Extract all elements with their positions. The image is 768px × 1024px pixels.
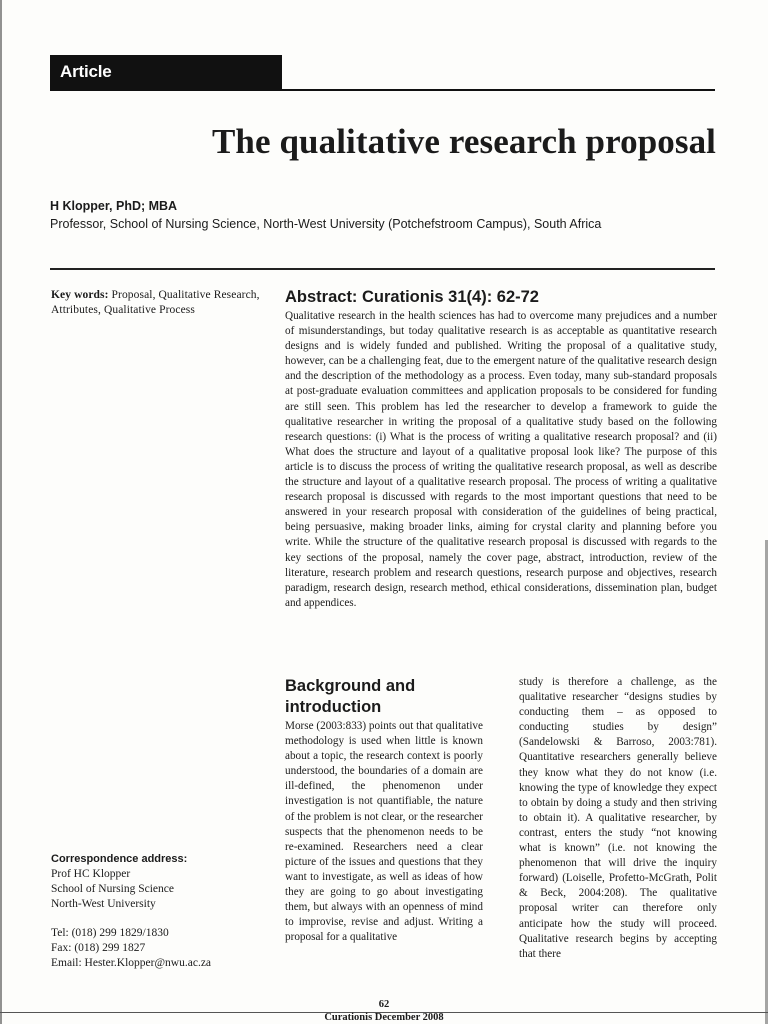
keywords-block bbox=[51, 288, 261, 318]
keywords-label: Key words: bbox=[51, 289, 109, 301]
background-column-1: Morse (2003:833) points out that qualitative methodology is used when little is known about a topic, the research context is poorly understood, the boundaries of a domain are ill-defined, the phenomenon under investigation is not quantifiable, the nature of the problem is not clear, or the researcher suspects that the phenomenon needs to be re-examined. Researchers need a clear picture of the issues and questions that they want to investigate, as well as ideas of how they are going to go about investigating them, but always with an openness of mind to improvise, revise and adjust. Writing a proposal for a qualitative bbox=[285, 720, 483, 944]
author-affiliation: Professor, School of Nursing Science, North-West University (Potchefstroom Campus), South Africa bbox=[50, 217, 602, 231]
correspondence-university: North-West University bbox=[51, 898, 156, 910]
keywords-text: Proposal, Qualitative Research, Attributes, Qualitative Process bbox=[51, 289, 260, 316]
background-column-2: study is therefore a challenge, as the qualitative researcher “designs studies by conducting them – as opposed to conducting studies by design” (Sandelowski & Barroso, 2003:781). Quantitative researchers generally believe they know what they do not know (i.e. knowing the type of knowledge they expect to obtain by doing a study and then striving to obtain it). A qualitative researcher, by contrast, enters the study “not knowing what is known” (i.e. not knowing the phenomenon that will drive the inquiry forward) (Loiselle, Profetto-McGrath, Polit & Beck, 2004:208). The qualitative proposal writer can therefore only anticipate how the study will proceed. Qualitative research begins by accepting that there bbox=[519, 676, 717, 960]
correspondence-tel: Tel: (018) 299 1829/1830 bbox=[51, 927, 169, 939]
abstract-heading: Abstract: Curationis 31(4): 62-72 bbox=[285, 288, 539, 306]
correspondence-school: School of Nursing Science bbox=[51, 883, 174, 895]
background-heading: Background and introduction bbox=[285, 677, 416, 716]
correspondence-label: Correspondence address: bbox=[51, 853, 188, 865]
correspondence-email: Email: Hester.Klopper@nwu.ac.za bbox=[51, 957, 212, 969]
article-title: The qualitative research proposal bbox=[211, 122, 716, 161]
abstract-body: Qualitative research in the health sciences has had to overcome many prejudices and a number of misunderstandings, but today qualitative research is as acceptable as quantitative research designs and is widely funded and published. Writing the proposal of a qualitative study, however, can be a challenging feat, due to the emergent nature of the qualitative research design and the description of the methodology as a process. Even today, many sub-standard proposals at post-graduate evaluation committees and application proposals to be considered for funding are still seen. This problem has led the researcher to develop a framework to guide the qualitative researcher in writing the proposal of a qualitative study based on the following research questions: (i) What is the process of writing a qualitative research proposal? and (ii) What does the structure and layout of a qualitative proposal look like? The purpose of this article is to discuss the process of writing the qualitative research proposal, as well as describe the structure and layout of a qualitative research proposal. The process of writing a qualitative research proposal is discussed with regards to the most important questions that need to be answered in your research proposal with consideration of the guidelines of being practical, being persuasive, making broader links, aiming for crystal clarity and planning before you write. While the structure of the qualitative research proposal is discussed with regards to the key sections of the proposal, namely the cover page, abstract, introduction, review of the literature, research problem and research questions, research purpose and objectives, research paradigm, research design, research method, ethical considerations, dissemination plan, budget and appendices. bbox=[285, 310, 717, 609]
section-divider bbox=[50, 268, 715, 270]
header-rule bbox=[50, 89, 715, 91]
correspondence-name: Prof HC Klopper bbox=[51, 868, 131, 880]
author-name: H Klopper, PhD; MBA bbox=[50, 199, 178, 213]
journal-footer: Curationis December 2008 bbox=[324, 1012, 444, 1023]
correspondence-fax: Fax: (018) 299 1827 bbox=[51, 942, 146, 954]
page-number: 62 bbox=[378, 999, 390, 1010]
section-label: Article bbox=[60, 62, 112, 81]
scan-edge-left bbox=[0, 0, 2, 1024]
